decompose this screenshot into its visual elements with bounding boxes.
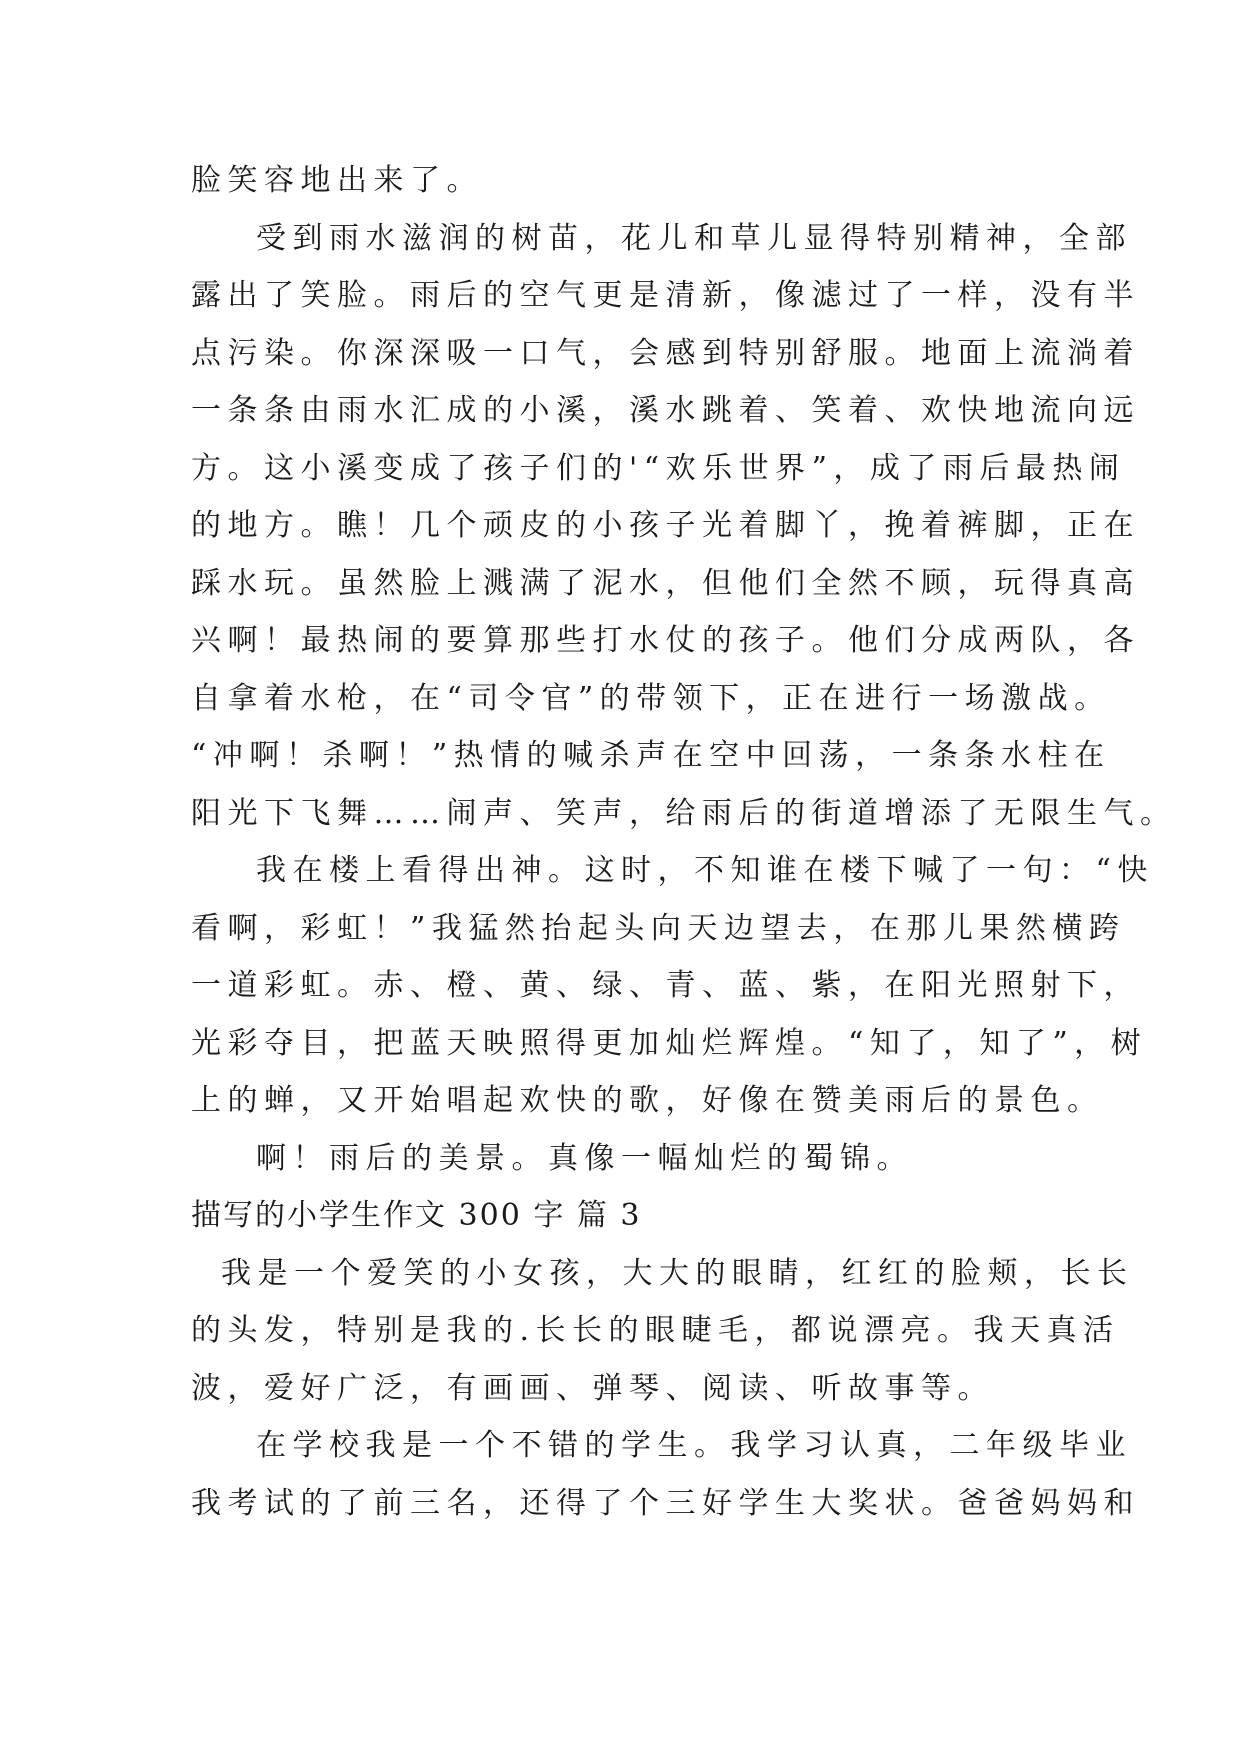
paragraph-start-line: 在学校我是一个不错的学生。我学习认真，二年级毕业 bbox=[256, 1428, 1132, 1463]
text-line: 脸笑容地出来了。 bbox=[191, 163, 483, 198]
text-line: 一道彩虹。赤、橙、黄、绿、青、蓝、紫，在阳光照射下， bbox=[191, 968, 1140, 1003]
text-line: 光彩夺目，把蓝天映照得更加灿烂辉煌。“知了，知了”，树 bbox=[191, 1025, 1148, 1061]
paragraph-start-line: 我在楼上看得出神。这时，不知谁在楼下喊了一句：“快 bbox=[256, 853, 1154, 888]
text-line: 方。这小溪变成了孩子们的'“欢乐世界”，成了雨后最热闹 bbox=[191, 450, 1126, 486]
text-line: 波，爱好广泛，有画画、弹琴、阅读、听故事等。 bbox=[191, 1370, 994, 1406]
text-line: 看啊，彩虹！”我猛然抬起头向天边望去，在那儿果然横跨 bbox=[191, 910, 1126, 946]
text-line: 的头发，特别是我的.长长的眼睫毛，都说漂亮。我天真活 bbox=[191, 1313, 1120, 1348]
text-line: 兴啊！最热闹的要算那些打水仗的孩子。他们分成两队，各 bbox=[191, 623, 1140, 658]
essay-body bbox=[191, 152, 1177, 1532]
text-line: 一条条由雨水汇成的小溪，溪水跳着、笑着、欢快地流向远 bbox=[191, 393, 1140, 428]
text-line: 我考试的了前三名，还得了个三好学生大奖状。爸爸妈妈和 bbox=[191, 1485, 1140, 1521]
text-line: 的地方。瞧！几个顽皮的小孩子光着脚丫，挽着裤脚，正在 bbox=[191, 508, 1140, 543]
text-line: 踩水玩。虽然脸上溅满了泥水，但他们全然不顾，玩得真高 bbox=[191, 565, 1140, 601]
text-line: 阳光下飞舞……闹声、笑声，给雨后的街道增添了无限生气。 bbox=[191, 795, 1177, 831]
text-line: 自拿着水枪，在“司令官”的带领下，正在进行一场激战。 bbox=[191, 680, 1111, 716]
paragraph-start-line: 啊！雨后的美景。真像一幅灿烂的蜀锦。 bbox=[256, 1140, 913, 1176]
text-line: 点污染。你深深吸一口气，会感到特别舒服。地面上流淌着 bbox=[191, 335, 1140, 371]
paragraph-start-line: 我是一个爱笑的小女孩，大大的眼睛，红红的脸颊，长长 bbox=[221, 1255, 1134, 1291]
section-heading: 描写的小学生作文 300 字 篇 3 bbox=[191, 1198, 642, 1233]
text-line: “冲啊！杀啊！”热情的喊杀声在空中回荡，一条条水柱在 bbox=[191, 738, 1111, 773]
text-line: 露出了笑脸。雨后的空气更是清新，像滤过了一样，没有半 bbox=[191, 278, 1140, 313]
text-line: 上的蝉，又开始唱起欢快的歌，好像在赞美雨后的景色。 bbox=[191, 1083, 1104, 1118]
paragraph-start-line: 受到雨水滋润的树苗，花儿和草儿显得特别精神，全部 bbox=[256, 220, 1132, 256]
